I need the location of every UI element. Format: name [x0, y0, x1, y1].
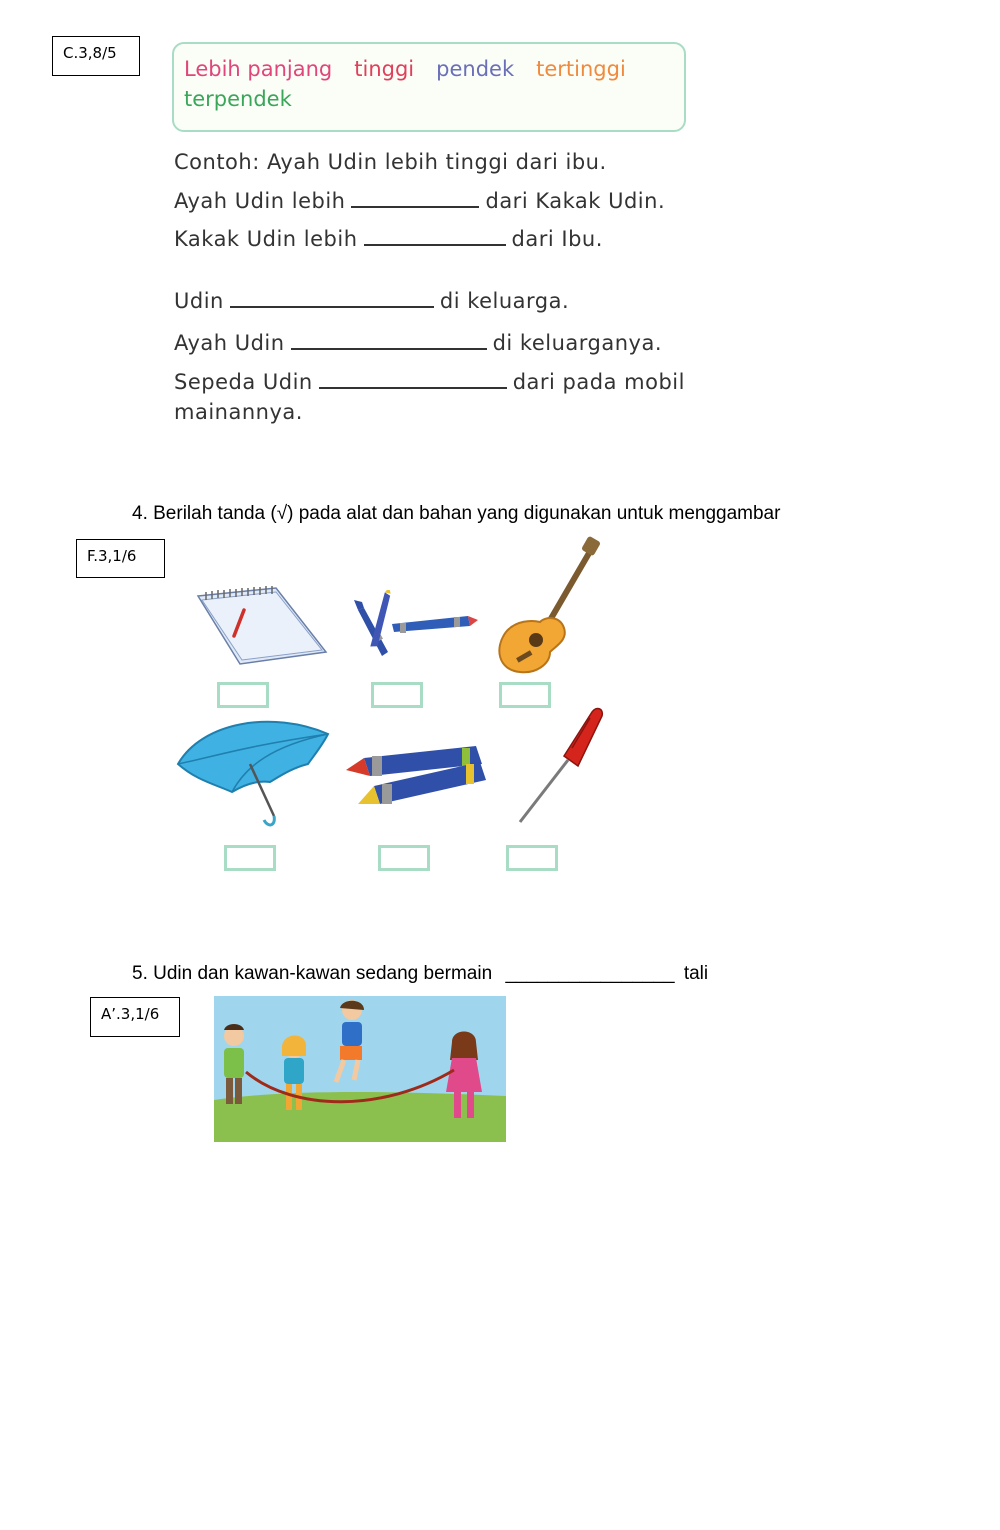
example-sentence [174, 150, 607, 174]
guitar-icon [484, 536, 608, 678]
answer-blank[interactable] [230, 288, 434, 308]
code-box-c [52, 36, 140, 76]
sentence-4-end: di keluarganya. [492, 331, 663, 355]
word-bank [172, 42, 686, 132]
answer-blank[interactable] [364, 226, 506, 246]
sentence-2-start: Kakak Udin lebih [174, 227, 358, 251]
notebook-icon [192, 578, 332, 670]
example-text: Contoh: Ayah Udin lebih tinggi dari ibu. [174, 150, 607, 174]
question-5 [132, 963, 708, 985]
sentence-3 [174, 288, 569, 313]
code-box-f [76, 539, 165, 578]
answer-blank[interactable]: ________________ [505, 963, 675, 984]
sentence-4-start: Ayah Udin [174, 331, 285, 355]
code-box-a [90, 997, 180, 1037]
crayons-icon [350, 590, 482, 662]
answer-blank[interactable] [351, 188, 479, 208]
word-pendek: pendek [436, 57, 515, 81]
sentence-5-end: dari pada mobil [512, 370, 685, 394]
code-label: F.3,1/6 [87, 547, 137, 565]
sentence-4 [174, 330, 662, 355]
sentence-5-tail: mainannya. [174, 400, 303, 424]
sentence-1 [174, 188, 665, 213]
checkbox-umbrella[interactable] [224, 845, 276, 871]
sentence-5-start: Sepeda Udin [174, 370, 313, 394]
sentence-3-end: di keluarga. [439, 289, 570, 313]
sentence-5-cont [174, 400, 303, 424]
answer-blank[interactable] [319, 369, 507, 389]
word-lebih-panjang: Lebih panjang [184, 57, 333, 81]
screwdriver-icon [512, 704, 608, 828]
jump-rope-illustration [214, 996, 506, 1142]
code-label: A’.3,1/6 [101, 1005, 160, 1023]
umbrella-icon [176, 716, 332, 828]
word-terpendek: terpendek [184, 87, 292, 111]
sentence-1-start: Ayah Udin lebih [174, 189, 346, 213]
sentence-2-end: dari Ibu. [511, 227, 603, 251]
sentence-2 [174, 226, 603, 251]
code-label: C.3,8/5 [63, 44, 117, 62]
checkbox-screwdriver[interactable] [506, 845, 558, 871]
word-tinggi: tinggi [354, 57, 415, 81]
checkbox-notebook[interactable] [217, 682, 269, 708]
question-5-end: tali [683, 963, 709, 984]
checkbox-crayons[interactable] [371, 682, 423, 708]
word-tertinggi: tertinggi [536, 57, 626, 81]
question-5-text: 5. Udin dan kawan-kawan sedang bermain [132, 963, 493, 984]
question-4 [132, 503, 780, 525]
sentence-5 [174, 369, 685, 394]
sentence-3-start: Udin [174, 289, 224, 313]
sentence-1-end: dari Kakak Udin. [485, 189, 666, 213]
crayons-icon [344, 742, 490, 814]
question-4-text: 4. Berilah tanda (√) pada alat dan bahan yang digunakan untuk menggambar [132, 503, 781, 524]
checkbox-crayons-2[interactable] [378, 845, 430, 871]
answer-blank[interactable] [291, 330, 487, 350]
